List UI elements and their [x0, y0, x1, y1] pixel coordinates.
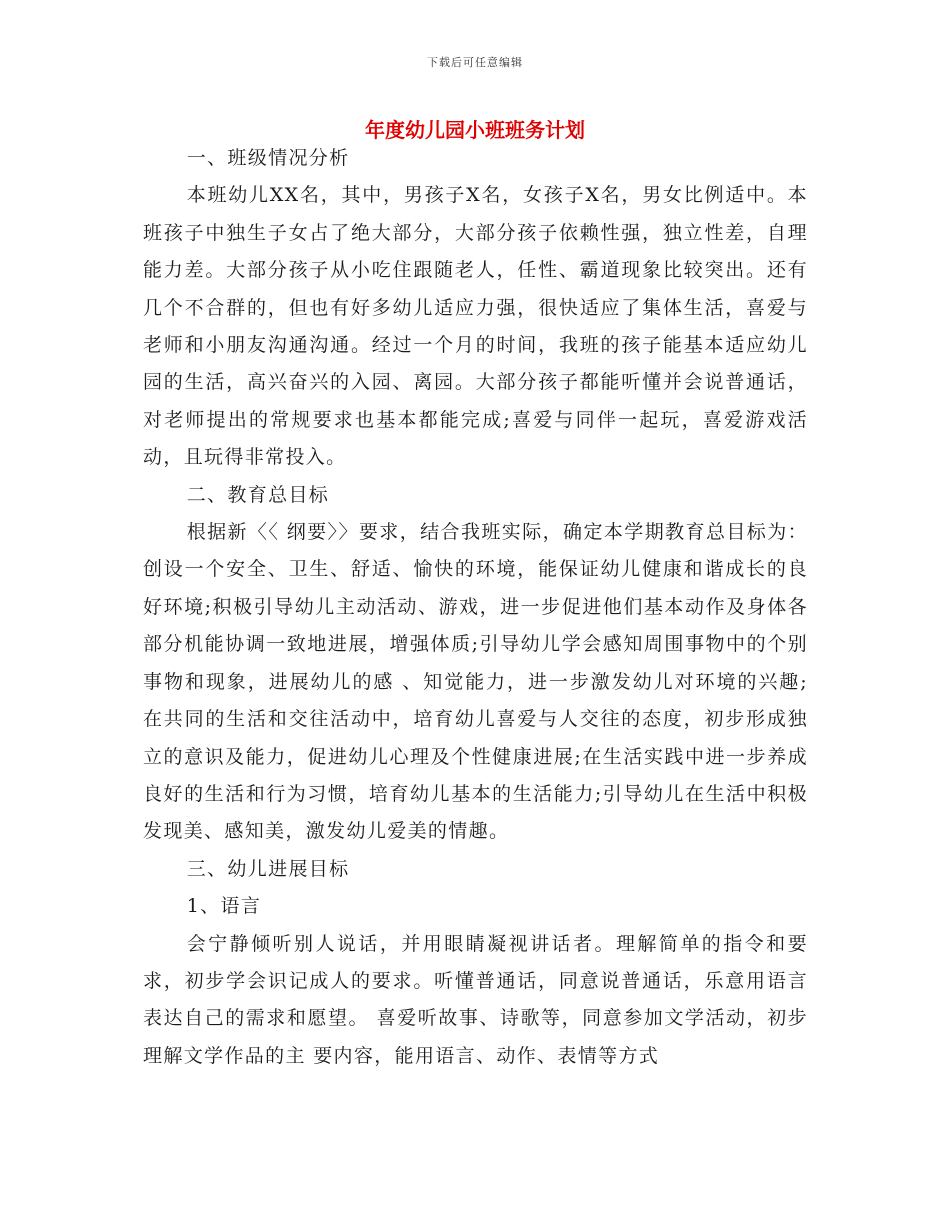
document-title: 年度幼儿园小班班务计划: [365, 118, 585, 142]
section-heading-development-goals: 三、幼儿进展目标: [186, 857, 350, 880]
document-body: [143, 140, 808, 1075]
page-header-note: 下载后可任意编辑: [427, 56, 523, 69]
section-heading-class-analysis: 一、班级情况分析: [186, 147, 350, 169]
paragraph-language: 会宁静倾听别人说话，并用眼睛凝视讲话者。理解简单的指令和要求，初步学会识记成人的要求。听懂普通话，同意说普通话，乐意用语言表达自己的需求和愿望。 喜爱听故事、诗歌等，同意参加文学活动，初步理解文学作品的主 要内容，能用语言、动作、表情等方式: [143, 932, 808, 1067]
paragraph-class-analysis: 本班幼儿XX名，其中，男孩子X名，女孩子X名，男女比例适中。本班孩子中独生子女占了绝大部分，大部分孩子依赖性强，独立性差，自理能力差。大部分孩子从小吃住跟随老人，任性、霸道现象比较突出。还有几个不合群的，但也有好多幼儿适应力强，很快适应了集体生活，喜爱与老师和小朋友沟通沟通。经过一个月的时间，我班的孩子能基本适应幼儿园的生活，高兴奋兴的入园、离园。大部分孩子都能听懂并会说普通话，对老师提出的常规要求也基本都能完成;喜爱与同伴一起玩，喜爱游戏活动，且玩得非常投入。: [143, 184, 808, 469]
section-heading-education-goals: 二、教育总目标: [186, 483, 330, 506]
paragraph-education-goals: 根据新〈〈 纲要〉〉要求，结合我班实际，确定本学期教育总目标为：创设一个安全、卫生、舒适、愉快的环境，能保证幼儿健康和谐成长的良好环境;积极引导幼儿主动活动、游戏，进一步促进他们基本动作及身体各部分机能协调一致地进展，增强体质;引导幼儿学会感知周围事物中的个别事物和现象，进展幼儿的感 、知觉能力，进一步激发幼儿对环境的兴趣;在共同的生活和交往活动中，培育幼儿喜爱与人交往的态度，初步形成独立的意识及能力，促进幼儿心理及个性健康进展;在生活实践中进一步养成良好的生活和行为习惯，培育幼儿基本的生活能力;引导幼儿在生活中积极发现美、感知美，激发幼儿爱美的情趣。: [143, 521, 808, 843]
subheading-language: 1、语言: [186, 895, 262, 918]
